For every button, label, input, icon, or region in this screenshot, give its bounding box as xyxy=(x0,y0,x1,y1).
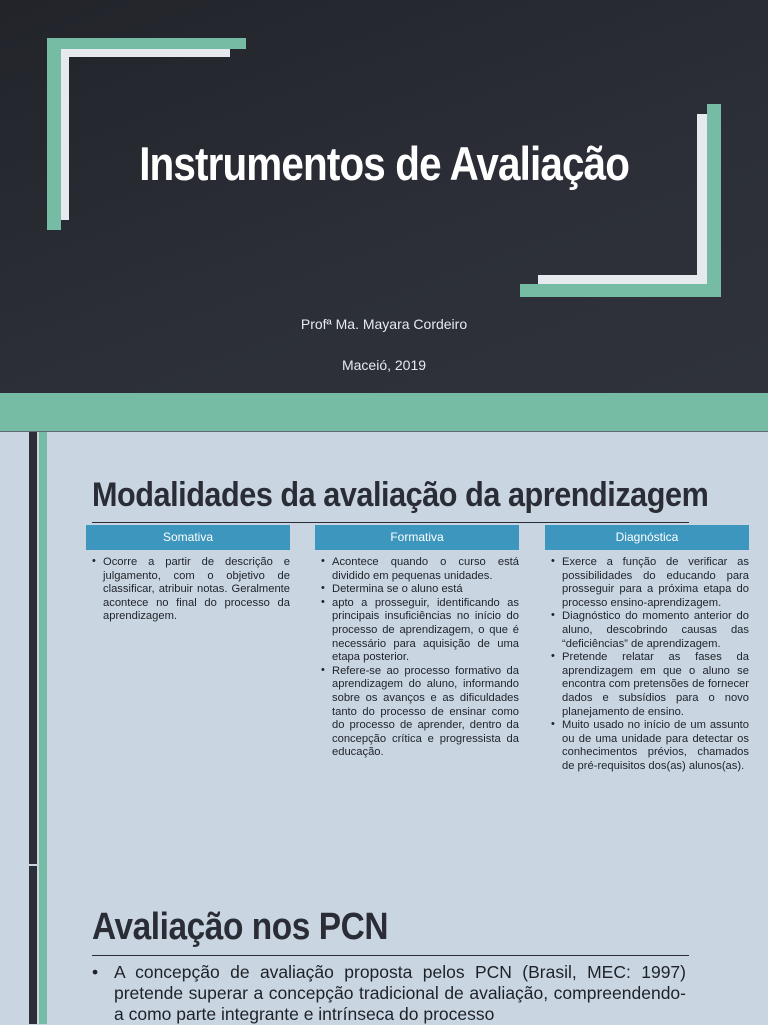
frame-bar-top-teal xyxy=(47,38,246,49)
side-accent-teal xyxy=(39,432,47,1024)
place-date: Maceió, 2019 xyxy=(341,357,427,373)
list-item: • Ocorre a partir de descrição e julgamento, com o objetivo de classificar, atribuir notas. Geralmente acontece no final do processo da aprendizagem. xyxy=(103,556,290,624)
pcn-heading: Avaliação nos PCN xyxy=(92,906,389,948)
column-somativa xyxy=(86,525,290,624)
column-diagnostica xyxy=(545,525,749,774)
list-item: • Muito usado no início de um assunto ou de uma unidade para detectar os conhecimentos prévios, chamados de pré-requisitos dos(as) alunos(as). xyxy=(562,719,749,773)
content-slide xyxy=(0,432,768,1024)
column-header-formativa: Formativa xyxy=(315,525,519,550)
frame-bar-bottom-teal xyxy=(520,284,721,297)
list-item: • Pretende relatar as fases da aprendizagem em que o aluno se encontra com pretensões de fornecer dados e subsídios para o novo planejamento de ensino. xyxy=(562,651,749,719)
presentation-title: Instrumentos de Avaliação xyxy=(139,137,630,190)
side-accent-gap xyxy=(29,864,39,866)
frame-bar-top-white xyxy=(60,48,230,57)
list-item: • Exerce a função de verificar as possibilidades do educando para prosseguir para a próxima etapa do processo ensino-aprendizagem. xyxy=(562,556,749,610)
list-item: • Refere-se ao processo formativo da aprendizagem do aluno, informando sobre os avanços e as dificuldades tanto do processo de ensinar como do processo de aprender, dentro da concepção crítica e progressista da educação. xyxy=(332,665,519,760)
somativa-list xyxy=(86,556,290,624)
frame-bar-bottom-white xyxy=(538,275,707,284)
pcn-paragraph: • A concepção de avaliação proposta pelos PCN (Brasil, MEC: 1997) pretende superar a concepção tradicional de avaliação, compreendendo-a como parte integrante e intrínseca do processo xyxy=(92,962,686,1025)
modalidades-heading-underline xyxy=(92,522,689,523)
list-item: • Determina se o aluno está xyxy=(332,583,519,597)
author-name: Profª Ma. Mayara Cordeiro xyxy=(300,316,468,332)
frame-bar-right-teal xyxy=(707,104,721,297)
pcn-heading-underline xyxy=(92,955,689,956)
list-item: • Diagnóstico do momento anterior do aluno, descobrindo causas das “deficiências” de aprendizagem. xyxy=(562,610,749,651)
slide-divider-band xyxy=(0,393,768,431)
frame-bar-left-teal xyxy=(47,38,61,230)
diagnostica-list xyxy=(545,556,749,774)
modalidades-heading: Modalidades da avaliação da aprendizagem xyxy=(92,476,709,514)
list-item: • apto a prosseguir, identificando as principais insuficiências no início do processo de aprendizagem, o que é necessário para aquisição de uma etapa posterior. xyxy=(332,597,519,665)
side-accent-dark xyxy=(29,432,37,1024)
column-formativa xyxy=(315,525,519,760)
formativa-list xyxy=(315,556,519,760)
frame-bar-left-white xyxy=(60,48,69,220)
column-header-diagnostica: Diagnóstica xyxy=(545,525,749,550)
title-slide xyxy=(0,0,768,393)
column-header-somativa: Somativa xyxy=(86,525,290,550)
list-item: • Acontece quando o curso está dividido em pequenas unidades. xyxy=(332,556,519,583)
